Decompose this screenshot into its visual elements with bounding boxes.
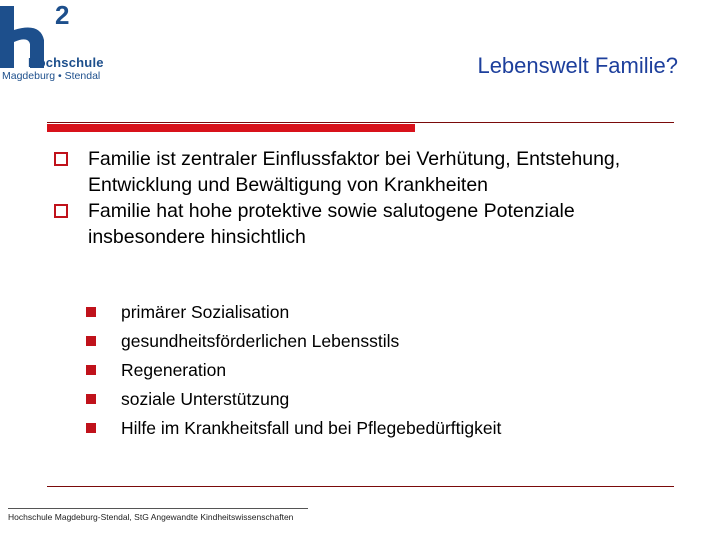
bullet-text: Familie hat hohe protektive sowie salutogene Potenziale insbesondere hinsichtlich — [88, 200, 575, 248]
bottom-divider — [47, 486, 674, 487]
slide-title: Lebenswelt Familie? — [477, 53, 678, 78]
footer-text: Hochschule Magdeburg-Stendal, StG Angewandte Kindheitswissenschaften — [8, 512, 294, 522]
svg-text:2: 2 — [55, 0, 70, 30]
sub-bullet-item — [86, 385, 501, 414]
filled-square-bullet-icon — [86, 365, 96, 375]
hollow-square-bullet-icon — [54, 204, 68, 218]
filled-square-bullet-icon — [86, 394, 96, 404]
filled-square-bullet-icon — [86, 423, 96, 433]
sub-bullet-item — [86, 356, 501, 385]
sub-bullet-item — [86, 298, 501, 327]
logo-name: Hochschule — [28, 55, 104, 70]
sub-bullet-text: Regeneration — [121, 360, 227, 380]
sub-bullet-text: soziale Unterstützung — [121, 389, 290, 409]
bullet-text: Familie ist zentraler Einflussfaktor bei Verhütung, Entstehung, Entwicklung und Bewältigung von Krankheiten — [88, 148, 621, 196]
sub-bullet-text: Hilfe im Krankheitsfall und bei Pflegebedürftigkeit — [121, 418, 502, 438]
title-divider — [47, 122, 674, 123]
sub-bullet-text: primärer Sozialisation — [121, 302, 290, 322]
bullet-list — [52, 146, 672, 250]
footer-divider — [8, 508, 308, 509]
bullet-item — [52, 146, 672, 198]
filled-square-bullet-icon — [86, 336, 96, 346]
bullet-item — [52, 198, 672, 250]
sub-bullet-item — [86, 414, 501, 443]
university-logo — [0, 0, 122, 84]
sub-bullet-text: gesundheitsförderlichen Lebensstils — [121, 331, 400, 351]
hollow-square-bullet-icon — [54, 152, 68, 166]
filled-square-bullet-icon — [86, 307, 96, 317]
title-accent-bar — [47, 124, 415, 132]
sub-bullet-item — [86, 327, 501, 356]
sub-bullet-list — [86, 298, 501, 443]
logo-subtitle: Magdeburg • Stendal — [2, 70, 101, 82]
